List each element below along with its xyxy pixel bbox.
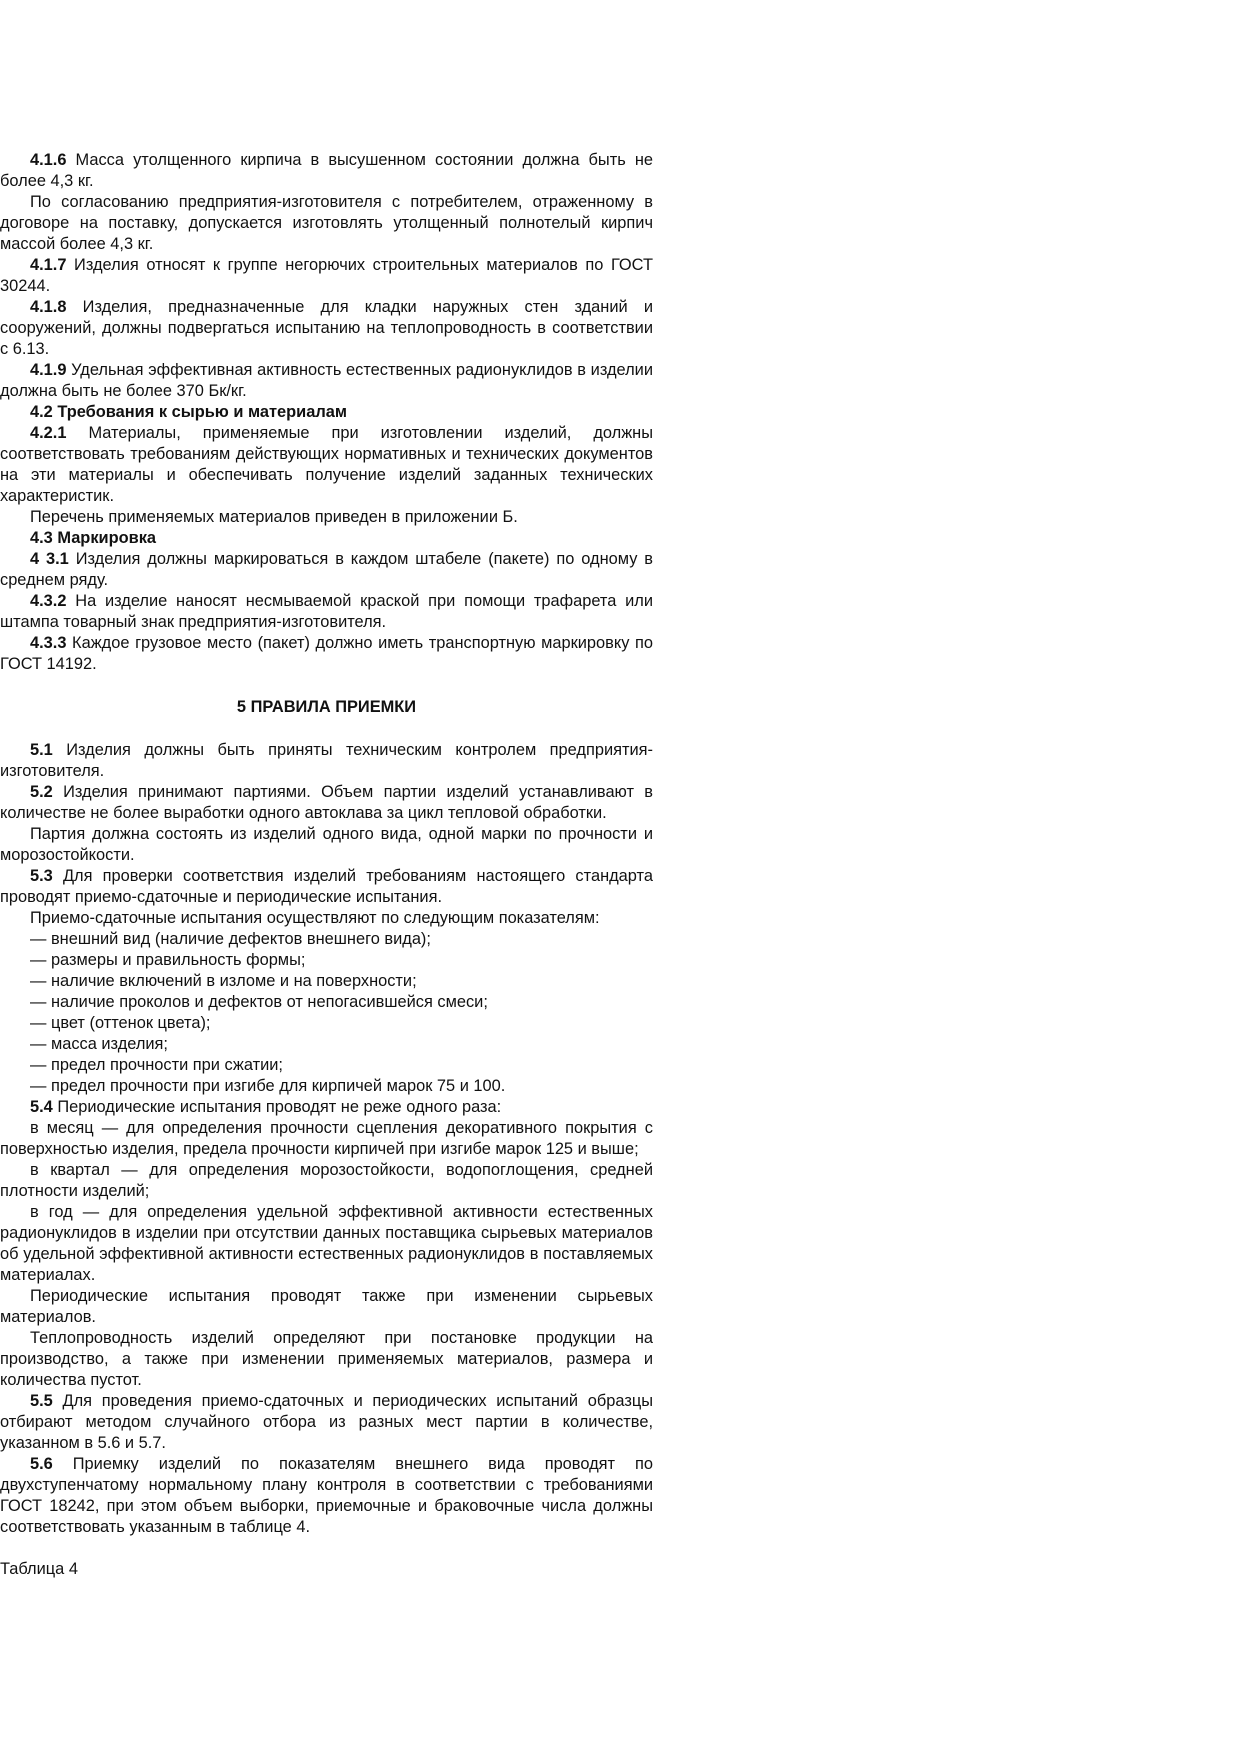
paragraph: [0, 1097, 653, 1118]
paragraph: [0, 423, 653, 507]
list-item: — размеры и правильность формы;: [30, 951, 306, 969]
paragraph: [0, 740, 653, 782]
paragraph-text: Изделия должны маркироваться в каждом штабеле (пакете) по одному в среднем ряду.: [0, 550, 653, 589]
clause-number: 5.5: [30, 1392, 53, 1410]
paragraph-text: Удельная эффективная активность естественных радионуклидов в изделии должна быть не более 370 Бк/кг.: [0, 361, 653, 400]
paragraph: [0, 150, 653, 192]
paragraph: [0, 591, 653, 633]
paragraph-text: в месяц — для определения прочности сцепления декоративного покрытия с поверхностью изделия, предела прочности кирпичей при изгибе марок 125 и выше;: [0, 1119, 653, 1158]
paragraph: [0, 1202, 653, 1286]
clause-number: 4.2.1: [30, 424, 67, 442]
list-item: — масса изделия;: [30, 1035, 168, 1053]
paragraph-text: Масса утолщенного кирпича в высушенном состоянии должна быть не более 4,3 кг.: [0, 151, 653, 190]
paragraph-text: Для проверки соответствия изделий требованиям настоящего стандарта проводят приемо-сдаточные и периодические испытания.: [0, 867, 653, 906]
heading-4-2: 4.2 Требования к сырью и материалам: [30, 403, 348, 421]
paragraph-text: На изделие наносят несмываемой краской при помощи трафарета или штампа товарный знак предприятия-изготовителя.: [0, 592, 653, 631]
paragraph: [0, 360, 653, 402]
acceptance-list: [0, 929, 653, 1097]
clause-number: 5.1: [30, 741, 53, 759]
paragraph: [0, 1328, 653, 1391]
paragraph: [0, 1454, 653, 1538]
clause-number: 4.1.9: [30, 361, 67, 379]
paragraph-text: Перечень применяемых материалов приведен в приложении Б.: [30, 508, 518, 526]
clause-number: 4.1.7: [30, 256, 67, 274]
paragraph-text: Изделия принимают партиями. Объем партии изделий устанавливают в количестве не более выработки одного автоклава за цикл тепловой обработки.: [0, 783, 653, 822]
list-item: — наличие проколов и дефектов от непогасившейся смеси;: [30, 993, 488, 1011]
paragraph: [0, 1160, 653, 1202]
clause-number: 4.3.3: [30, 634, 67, 652]
clause-number: 4.1.8: [30, 298, 67, 316]
paragraph-text: Изделия, предназначенные для кладки наружных стен зданий и сооружений, должны подвергаться испытанию на теплопроводность в соответствии с 6.13.: [0, 298, 653, 358]
paragraph: [0, 507, 653, 528]
paragraph: [0, 192, 653, 255]
section-5-intro: [0, 740, 653, 929]
paragraph-text: По согласованию предприятия-изготовителя с потребителем, отраженному в договоре на поставку, допускается изготовлять утолщенный полнотелый кирпич массой более 4,3 кг.: [0, 193, 653, 253]
paragraph: [0, 1391, 653, 1454]
paragraph-text: Периодические испытания проводят не реже одного раза:: [52, 1098, 502, 1116]
list-item: — цвет (оттенок цвета);: [30, 1014, 211, 1032]
paragraph-text: Для проведения приемо-сдаточных и периодических испытаний образцы отбирают методом случайного отбора из разных мест партии в количестве, указанном в 5.6 и 5.7.: [0, 1392, 653, 1452]
paragraph: [0, 633, 653, 675]
list-item: — наличие включений в изломе и на поверхности;: [30, 972, 417, 990]
list-item: — предел прочности при сжатии;: [30, 1056, 283, 1074]
table-caption: Таблица 4: [0, 1560, 78, 1578]
paragraph: [0, 297, 653, 360]
heading-4-3: 4.3 Маркировка: [30, 529, 157, 547]
paragraph: [0, 1286, 653, 1328]
document-page: [0, 150, 653, 1580]
section-5-title: 5 ПРАВИЛА ПРИЕМКИ: [236, 698, 417, 716]
paragraph: [0, 782, 653, 824]
paragraph: [0, 824, 653, 866]
list-item: — предел прочности при изгибе для кирпичей марок 75 и 100.: [30, 1077, 506, 1095]
paragraph-text: Приемо-сдаточные испытания осуществляют по следующим показателям:: [30, 909, 600, 927]
paragraph-text: в квартал — для определения морозостойкости, водопоглощения, средней плотности изделий;: [0, 1161, 653, 1200]
section-5-periodic: [0, 1097, 653, 1538]
paragraph-text: Изделия должны быть приняты техническим контролем предприятия-изготовителя.: [0, 741, 653, 780]
paragraph: [0, 908, 653, 929]
paragraph-text: Теплопроводность изделий определяют при постановке продукции на производство, а также при изменении применяемых материалов, размера и количества пустот.: [0, 1329, 653, 1389]
clause-number: 5.6: [30, 1455, 53, 1473]
paragraph-text: Приемку изделий по показателям внешнего вида проводят по двухступенчатому нормальному плану контроля в соответствии с требованиями ГОСТ 18242, при этом объем выборки, приемочные и браковочные числа должны соответствовать указанным в таблице 4.: [0, 1455, 653, 1536]
paragraph-text: Материалы, применяемые при изготовлении изделий, должны соответствовать требованиям действующих нормативных и технических документов на эти материалы и обеспечивать получение изделий заданных технических характеристик.: [0, 424, 653, 505]
clause-number: 5.4: [30, 1098, 53, 1116]
paragraph-text: Партия должна состоять из изделий одного вида, одной марки по прочности и морозостойкости.: [0, 825, 653, 864]
clause-number: 4.1.6: [30, 151, 67, 169]
section-4-2: [0, 423, 653, 528]
clause-number: 5.2: [30, 783, 53, 801]
paragraph-text: Каждое грузовое место (пакет) должно иметь транспортную маркировку по ГОСТ 14192.: [0, 634, 653, 673]
paragraph-text: Изделия относят к группе негорючих строительных материалов по ГОСТ 30244.: [0, 256, 653, 295]
section-4-3: [0, 549, 653, 675]
list-item: — внешний вид (наличие дефектов внешнего вида);: [30, 930, 431, 948]
paragraph-text: в год — для определения удельной эффективной активности естественных радионуклидов в изделии при отсутствии данных поставщика сырьевых материалов об удельной эффективной активности естественных радионуклидов в поставляемых материалах.: [0, 1203, 653, 1284]
paragraph: [0, 549, 653, 591]
section-4-1: [0, 150, 653, 402]
paragraph: [0, 866, 653, 908]
clause-number: 4 3.1: [30, 550, 69, 568]
clause-number: 5.3: [30, 867, 53, 885]
paragraph: [0, 255, 653, 297]
clause-number: 4.3.2: [30, 592, 67, 610]
paragraph-text: Периодические испытания проводят также при изменении сырьевых материалов.: [0, 1287, 653, 1326]
paragraph: [0, 1118, 653, 1160]
